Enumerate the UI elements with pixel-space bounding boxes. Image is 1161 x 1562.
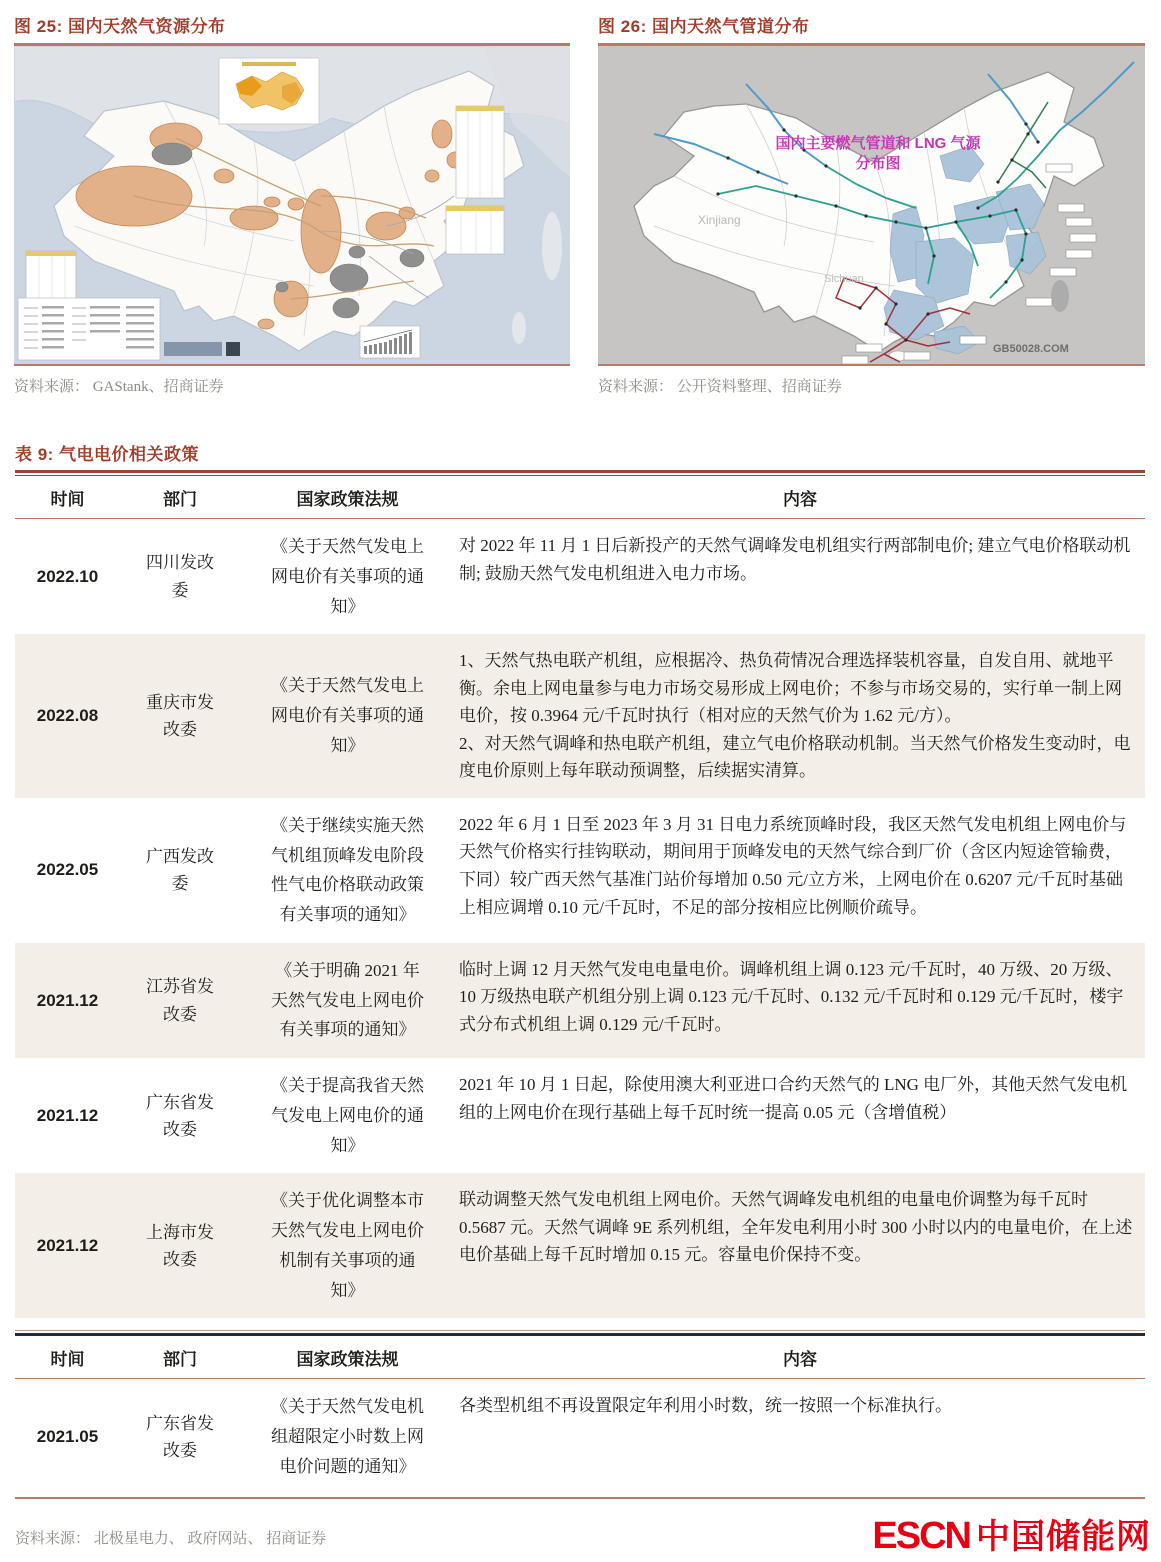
figure-26-bottom-rule: [598, 364, 1145, 366]
row-content: 各类型机组不再设置限定年利用小时数，统一按照一个标准执行。: [459, 1396, 952, 1416]
header-policy-2: 国家政策法规: [296, 1350, 399, 1370]
row-time: 2022.05: [36, 860, 99, 880]
figure-25: [14, 12, 570, 396]
escn-logo-en: ESCN: [872, 1514, 970, 1557]
row-time: 2022.10: [36, 566, 99, 586]
figure-25-title: 图 25: 国内天然气资源分布: [14, 17, 226, 36]
map-bar-chart: [360, 326, 420, 358]
table-header-row-2: [15, 1336, 1145, 1378]
section2-top-thin-rule: [15, 1330, 1145, 1331]
table-row: [15, 1058, 1145, 1173]
table-end-rule: [15, 1497, 1145, 1499]
row-policy-title: 《关于优化调整本市天然气发电上网电价机制有关事项的通知》: [271, 1191, 424, 1300]
header-time-2: 时间: [50, 1350, 85, 1370]
escn-logo: [872, 1509, 1151, 1562]
row-time: 2022.08: [36, 706, 99, 726]
header-content-2: 内容: [783, 1350, 817, 1370]
inset-map: [219, 58, 319, 124]
row-department: 江苏省发改委: [146, 977, 214, 1024]
table-row: [15, 798, 1145, 943]
row-department: 广东省发改委: [146, 1413, 214, 1461]
table-row: [15, 943, 1145, 1058]
row-department: 广西发改委: [146, 847, 214, 894]
map-legend: [18, 298, 160, 360]
row-time: 2021.12: [36, 1105, 99, 1125]
row-content: 对 2022 年 11 月 1 日后新投产的天然气调峰发电机组实行两部制电价; 建立气电价格联动机制; 鼓励天然气发电机组进入电力市场。: [459, 536, 1131, 583]
gas-pipeline-map-svg: [598, 46, 1145, 364]
figure-26-source: 资料来源： 公开资料整理、招商证券: [598, 379, 842, 395]
pipeline-map-caption-line1: 国内主要燃气管道和 LNG 气源: [775, 135, 981, 152]
table-row: [15, 1173, 1145, 1318]
escn-logo-cn: 中国储能网: [976, 1517, 1151, 1556]
gas-resource-map-svg: [14, 46, 570, 364]
header-dept-2: 部门: [163, 1350, 197, 1370]
row-content: 2022 年 6 月 1 日至 2023 年 3 月 31 日电力系统顶峰时段，我区天然气发电机组上网电价与天然气价格实行挂钩联动，期间用于顶峰发电的天然气综合到厂价（含区内短途管输费，下同）较广西天然气基准门站价每增加 0.50 元/立方米，上网电价在 0.6207 元/千瓦时基础上相应调增 0.10 元/千瓦时，不足的部分按相应比例顺价疏导。: [459, 814, 1127, 917]
header-policy: 国家政策法规: [296, 490, 399, 509]
table-row: [15, 1379, 1145, 1494]
figure-25-bottom-rule: [14, 364, 570, 366]
table-title: 表 9: 气电电价相关政策: [15, 445, 200, 464]
row-content: 临时上调 12 月天然气发电电量电价。调峰机组上调 0.123 元/千瓦时，40 万级、20 万级、10 万级热电联产机组分别上调 0.123 元/千瓦时、0.132 元/千瓦时和 0.129 元/千瓦时，楼宇式分布式机组上调 0.129 元/千瓦时。: [459, 959, 1124, 1034]
row-policy-title: 《关于继续实施天然气机组顶峰发电阶段性气电价格联动政策有关事项的通知》: [271, 815, 424, 925]
header-time: 时间: [50, 490, 85, 509]
table-section-1: [15, 519, 1145, 1318]
table-source: 资料来源： 北极星电力、 政府网站、 招商证券: [15, 1530, 327, 1547]
row-policy-title: 《关于天然气发电上网电价有关事项的通知》: [271, 676, 424, 755]
region-label-sichuan: Sichuan: [824, 273, 864, 285]
header-content: 内容: [783, 490, 817, 509]
figure-26-title: 图 26: 国内天然气管道分布: [598, 17, 810, 36]
section-gap: [15, 1318, 1145, 1330]
row-department: 重庆市发改委: [146, 692, 214, 740]
row-policy-title: 《关于提高我省天然气发电上网电价的通知》: [271, 1076, 424, 1155]
map-watermark: GB50028.COM: [993, 343, 1069, 355]
row-time: 2021.12: [36, 990, 99, 1010]
table-row: [15, 519, 1145, 634]
table-row: [15, 634, 1145, 798]
region-label-xinjiang: Xinjiang: [698, 213, 741, 227]
table-header-row: [15, 476, 1145, 518]
table-title-rule-thick: [15, 470, 1145, 473]
row-department: 四川发改委: [146, 553, 214, 600]
figures-row: [0, 0, 1161, 396]
policy-table: [15, 440, 1145, 1499]
table-section-2: [15, 1379, 1145, 1494]
page-footer: [15, 1509, 1151, 1562]
row-policy-title: 《关于明确 2021 年天然气发电上网电价有关事项的通知》: [271, 960, 424, 1040]
pipeline-map-caption-line2: 分布图: [855, 155, 901, 172]
row-department: 广东省发改委: [146, 1092, 214, 1139]
row-policy-title: 《关于天然气发电上网电价有关事项的通知》: [271, 537, 424, 616]
figure-25-source: 资料来源： GAStank、招商证券: [14, 379, 224, 395]
figure-26: [598, 12, 1145, 396]
row-department: 上海市发改委: [146, 1222, 214, 1269]
row-content: 2021 年 10 月 1 日起，除使用澳大利亚进口合约天然气的 LNG 电厂外，其他天然气发电机组的上网电价在现行基础上每千瓦时统一提高 0.05 元（含增值税）: [459, 1075, 1128, 1122]
row-content: 1、天然气热电联产机组，应根据冷、热负荷情况合理选择装机容量，自发自用、就地平衡。余电上网电量参与电力市场交易形成上网电价；不参与市场交易的，实行单一制上网电价，按 0.3964 元/千瓦时执行（相对应的天然气价为 1.62 元/方）。 2、对天然气调峰和热电联产机组，建立气电价格联动机制。当天然气价格发生变动时，电度电价原则上每年联动预调整，后续据实清算。: [459, 651, 1131, 781]
gas-resource-map: [14, 46, 570, 364]
row-time: 2021.05: [36, 1427, 99, 1447]
row-time: 2021.12: [36, 1235, 99, 1255]
row-content: 联动调整天然气发电机组上网电价。天然气调峰发电机组的电量电价调整为每千瓦时 0.5687 元。天然气调峰 9E 系列机组，全年发电利用小时 300 小时以内的电量电价，在上述电价基础上每千瓦时增加 0.15 元。容量电价保持不变。: [459, 1190, 1133, 1265]
gas-pipeline-map: [598, 46, 1145, 364]
header-dept: 部门: [163, 490, 197, 509]
row-policy-title: 《关于天然气发电机组超限定小时数上网电价问题的通知》: [271, 1397, 424, 1476]
